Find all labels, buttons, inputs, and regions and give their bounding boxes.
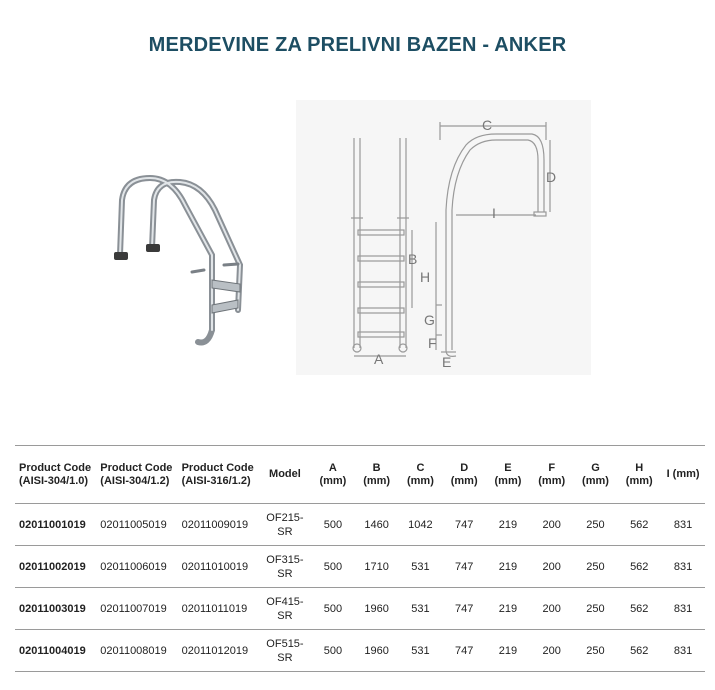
cell-e: 219 xyxy=(486,630,530,672)
cell-g: 250 xyxy=(574,588,618,630)
diagram-label-b: B xyxy=(408,251,418,267)
cell-code-304-12: 02011006019 xyxy=(96,546,177,588)
specs-table xyxy=(15,445,705,672)
dimension-diagram xyxy=(296,100,591,375)
header-model: Model xyxy=(259,446,311,504)
cell-h: 562 xyxy=(617,504,661,546)
cell-a: 500 xyxy=(311,630,355,672)
cell-b: 1460 xyxy=(355,504,399,546)
diagram-label-c: C xyxy=(482,117,493,133)
cell-g: 250 xyxy=(574,630,618,672)
cell-f: 200 xyxy=(530,588,574,630)
cell-d: 747 xyxy=(442,504,486,546)
cell-a: 500 xyxy=(311,504,355,546)
cell-g: 250 xyxy=(574,504,618,546)
ladder-product-image xyxy=(100,160,260,355)
header-code-304-12: Product Code (AISI-304/1.2) xyxy=(96,446,177,504)
header-b: B (mm) xyxy=(355,446,399,504)
cell-f: 200 xyxy=(530,504,574,546)
cell-code-304-10: 02011004019 xyxy=(15,630,96,672)
cell-h: 562 xyxy=(617,630,661,672)
cell-i: 831 xyxy=(661,630,705,672)
diagram-label-d: D xyxy=(546,169,557,185)
header-g: G (mm) xyxy=(574,446,618,504)
cell-f: 200 xyxy=(530,630,574,672)
cell-a: 500 xyxy=(311,546,355,588)
header-f: F (mm) xyxy=(530,446,574,504)
header-c: C (mm) xyxy=(399,446,443,504)
cell-b: 1960 xyxy=(355,630,399,672)
table-row xyxy=(15,588,705,630)
diagram-label-i: I xyxy=(492,205,496,221)
header-h: H (mm) xyxy=(617,446,661,504)
page-title: MERDEVINE ZA PRELIVNI BAZEN - ANKER xyxy=(148,34,567,56)
table-row xyxy=(15,546,705,588)
header-e: E (mm) xyxy=(486,446,530,504)
cell-model: OF515-SR xyxy=(259,630,311,672)
diagram-label-g: G xyxy=(424,312,435,328)
cell-c: 1042 xyxy=(399,504,443,546)
cell-code-304-12: 02011005019 xyxy=(96,504,177,546)
cell-e: 219 xyxy=(486,546,530,588)
header-code-316-12: Product Code (AISI-316/1.2) xyxy=(178,446,259,504)
table-row xyxy=(15,630,705,672)
cell-b: 1960 xyxy=(355,588,399,630)
cell-code-316-12: 02011010019 xyxy=(178,546,259,588)
cell-d: 747 xyxy=(442,588,486,630)
cell-code-304-10: 02011002019 xyxy=(15,546,96,588)
diagram-label-e: E xyxy=(442,354,452,370)
header-a: A (mm) xyxy=(311,446,355,504)
diagram-label-h: H xyxy=(420,269,431,285)
header-i: I (mm) xyxy=(661,446,705,504)
cell-code-316-12: 02011011019 xyxy=(178,588,259,630)
cell-e: 219 xyxy=(486,588,530,630)
cell-g: 250 xyxy=(574,546,618,588)
cell-e: 219 xyxy=(486,504,530,546)
cell-c: 531 xyxy=(399,546,443,588)
diagram-label-a: A xyxy=(374,351,384,367)
cell-i: 831 xyxy=(661,588,705,630)
cell-model: OF215-SR xyxy=(259,504,311,546)
cell-h: 562 xyxy=(617,588,661,630)
cell-d: 747 xyxy=(442,630,486,672)
cell-code-316-12: 02011009019 xyxy=(178,504,259,546)
cell-model: OF415-SR xyxy=(259,588,311,630)
cell-code-304-10: 02011003019 xyxy=(15,588,96,630)
table-row xyxy=(15,504,705,546)
header-d: D (mm) xyxy=(442,446,486,504)
cell-d: 747 xyxy=(442,546,486,588)
diagram-label-f: F xyxy=(428,335,437,351)
cell-b: 1710 xyxy=(355,546,399,588)
cell-c: 531 xyxy=(399,630,443,672)
cell-h: 562 xyxy=(617,546,661,588)
cell-code-304-10: 02011001019 xyxy=(15,504,96,546)
cell-a: 500 xyxy=(311,588,355,630)
cell-model: OF315-SR xyxy=(259,546,311,588)
header-code-304-10: Product Code (AISI-304/1.0) xyxy=(15,446,96,504)
cell-code-316-12: 02011012019 xyxy=(178,630,259,672)
cell-f: 200 xyxy=(530,546,574,588)
table-header-row xyxy=(15,446,705,504)
cell-code-304-12: 02011008019 xyxy=(96,630,177,672)
cell-code-304-12: 02011007019 xyxy=(96,588,177,630)
cell-i: 831 xyxy=(661,546,705,588)
cell-i: 831 xyxy=(661,504,705,546)
cell-c: 531 xyxy=(399,588,443,630)
